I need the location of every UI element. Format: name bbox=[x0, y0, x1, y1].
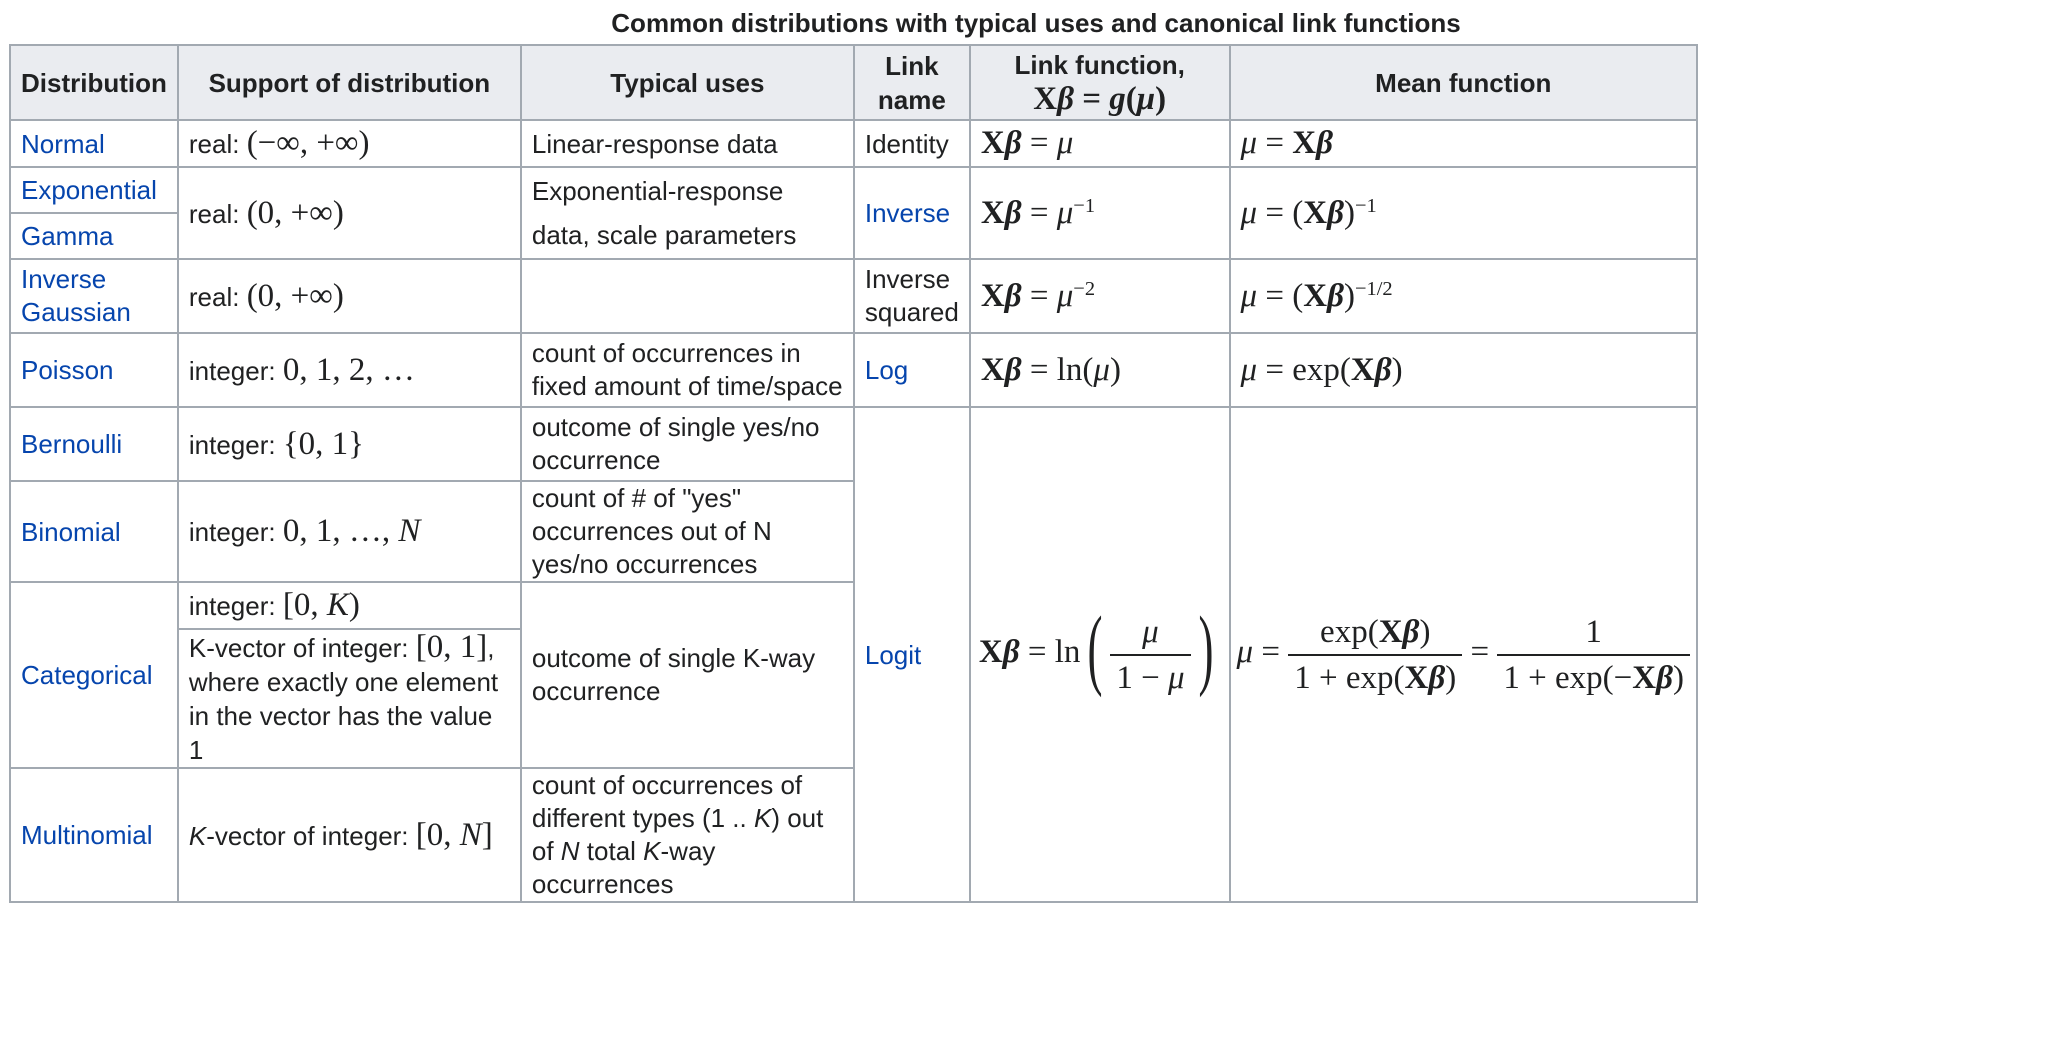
support-categorical-vector-formula: [0, 1] bbox=[415, 629, 488, 665]
link-name-inverse-squared: Inverse squared bbox=[854, 259, 970, 333]
link-function-inverse-squared: $X\beta = \mu^{-2}$ bbox=[970, 259, 1230, 333]
support-multinomial bbox=[178, 768, 521, 902]
header-link-function-formula: Xβ = g(μ) bbox=[1033, 81, 1167, 117]
header-link-name-line2: name bbox=[877, 84, 946, 115]
mean-function-inverse-squared: $\mu = (X\beta)^{-1/2}$ bbox=[1230, 259, 1697, 333]
support-categorical-formula: [0, K) bbox=[282, 587, 360, 623]
link-function-logit: Xβ = ln( $\frac{\mu}{1 - \mu}$ ) bbox=[970, 407, 1230, 902]
uses-inverse-gaussian bbox=[521, 259, 854, 333]
link-normal[interactable]: Normal bbox=[21, 128, 105, 159]
link-categorical[interactable]: Categorical bbox=[21, 660, 153, 690]
support-poisson-formula: 0, 1, 2, … bbox=[282, 351, 415, 388]
link-function-identity: Xβ = μ bbox=[970, 120, 1230, 167]
support-poisson bbox=[178, 333, 521, 407]
mean-function-log: μ = exp(Xβ) bbox=[1230, 333, 1697, 407]
support-multinomial-formula: [0, N] bbox=[415, 816, 493, 853]
dist-binomial[interactable] bbox=[10, 481, 178, 582]
support-multinomial-k: K bbox=[188, 820, 207, 851]
table-caption: Common distributions with typical uses and canonical link functions bbox=[611, 8, 1461, 38]
link-inverse[interactable]: Inverse bbox=[864, 198, 951, 228]
support-categorical-vector-note: , where exactly one element in the vector has the value 1 bbox=[188, 633, 499, 765]
support-inverse-gaussian-formula: (0, +∞) bbox=[246, 277, 344, 314]
dist-multinomial[interactable] bbox=[10, 768, 178, 902]
support-multinomial-label: -vector of integer: bbox=[206, 820, 409, 851]
support-binomial-formula: 0, 1, …, N bbox=[282, 513, 421, 549]
support-categorical-label: integer: bbox=[188, 591, 276, 621]
dist-inverse-gaussian[interactable] bbox=[10, 259, 178, 333]
link-log[interactable]: Log bbox=[864, 355, 909, 385]
table-row-poisson bbox=[10, 333, 1697, 407]
dist-exponential[interactable] bbox=[10, 167, 178, 213]
support-normal-formula: (−∞, +∞) bbox=[246, 125, 370, 161]
table-row-inverse-gaussian bbox=[10, 259, 1697, 333]
header-link-name-line1: Link bbox=[885, 50, 939, 81]
uses-binomial: count of # of "yes" occurrences out of N yes/no occurrences bbox=[521, 481, 854, 582]
dist-poisson[interactable] bbox=[10, 333, 178, 407]
support-categorical bbox=[178, 582, 521, 629]
link-name-identity: Identity bbox=[854, 120, 970, 167]
support-bernoulli-formula: {0, 1} bbox=[282, 425, 365, 462]
link-binomial[interactable]: Binomial bbox=[21, 516, 121, 547]
uses-exponential-gamma: Exponential-response data, scale parameters bbox=[521, 167, 854, 259]
dist-categorical[interactable] bbox=[10, 582, 178, 768]
support-bernoulli-label: integer: bbox=[188, 429, 276, 460]
support-normal-label: real: bbox=[188, 129, 240, 159]
uses-poisson: count of occurrences in fixed amount of time/space bbox=[521, 333, 854, 407]
link-function-log: Xβ = ln(μ) bbox=[970, 333, 1230, 407]
mean-function-inverse: $\mu = (X\beta)^{-1}$ bbox=[1230, 167, 1697, 259]
dist-gamma[interactable] bbox=[10, 213, 178, 259]
support-binomial-label: integer: bbox=[188, 517, 276, 547]
support-exponential-formula: (0, +∞) bbox=[246, 194, 344, 231]
link-name-inverse[interactable] bbox=[854, 167, 970, 259]
header-link-name bbox=[854, 45, 970, 120]
header-row bbox=[10, 45, 1697, 120]
support-categorical-vector bbox=[178, 629, 521, 768]
table-row-normal bbox=[10, 120, 1697, 167]
dist-bernoulli[interactable] bbox=[10, 407, 178, 481]
link-multinomial[interactable]: Multinomial bbox=[21, 820, 153, 850]
link-name-logit[interactable] bbox=[854, 407, 970, 902]
support-categorical-vector-label: K-vector of integer: bbox=[188, 633, 409, 663]
link-name-log[interactable] bbox=[854, 333, 970, 407]
uses-bernoulli: outcome of single yes/no occurrence bbox=[521, 407, 854, 481]
header-link-function bbox=[970, 45, 1230, 120]
header-mean-function: Mean function bbox=[1230, 45, 1697, 120]
header-typical-uses: Typical uses bbox=[521, 45, 854, 120]
header-support: Support of distribution bbox=[178, 45, 521, 120]
support-bernoulli bbox=[178, 407, 521, 481]
link-poisson[interactable]: Poisson bbox=[21, 355, 114, 385]
table-row-exponential bbox=[10, 167, 1697, 213]
link-gamma[interactable]: Gamma bbox=[21, 221, 114, 251]
link-exponential[interactable]: Exponential bbox=[21, 175, 157, 205]
mean-function-logit: μ = $\frac{\exp(X\beta)}{1 + \exp(X\beta)}$ = $\frac{1}{1 + \exp(-X\beta)}$ bbox=[1230, 407, 1697, 902]
uses-normal: Linear-response data bbox=[521, 120, 854, 167]
dist-normal[interactable] bbox=[10, 120, 178, 167]
mean-function-identity: μ = Xβ bbox=[1230, 120, 1697, 167]
support-exponential-gamma bbox=[178, 167, 521, 259]
uses-multinomial: count of occurrences of different types (1 .. K) out of N total K-way occurrences bbox=[521, 768, 854, 902]
support-normal bbox=[178, 120, 521, 167]
link-function-inverse: $X\beta = \mu^{-1}$ bbox=[970, 167, 1230, 259]
header-distribution: Distribution bbox=[10, 45, 178, 120]
support-inverse-gaussian bbox=[178, 259, 521, 333]
support-exponential-label: real: bbox=[188, 198, 240, 229]
distributions-table bbox=[9, 44, 1698, 903]
link-inverse-gaussian[interactable]: Inverse Gaussian bbox=[21, 264, 131, 327]
support-poisson-label: integer: bbox=[188, 355, 276, 386]
uses-categorical: outcome of single K-way occurrence bbox=[521, 582, 854, 768]
link-logit[interactable]: Logit bbox=[864, 639, 922, 670]
table-row-bernoulli bbox=[10, 407, 1697, 481]
header-link-function-label: Link function, bbox=[1014, 50, 1185, 80]
link-bernoulli[interactable]: Bernoulli bbox=[21, 429, 123, 459]
support-binomial bbox=[178, 481, 521, 582]
support-inverse-gaussian-label: real: bbox=[188, 281, 240, 312]
